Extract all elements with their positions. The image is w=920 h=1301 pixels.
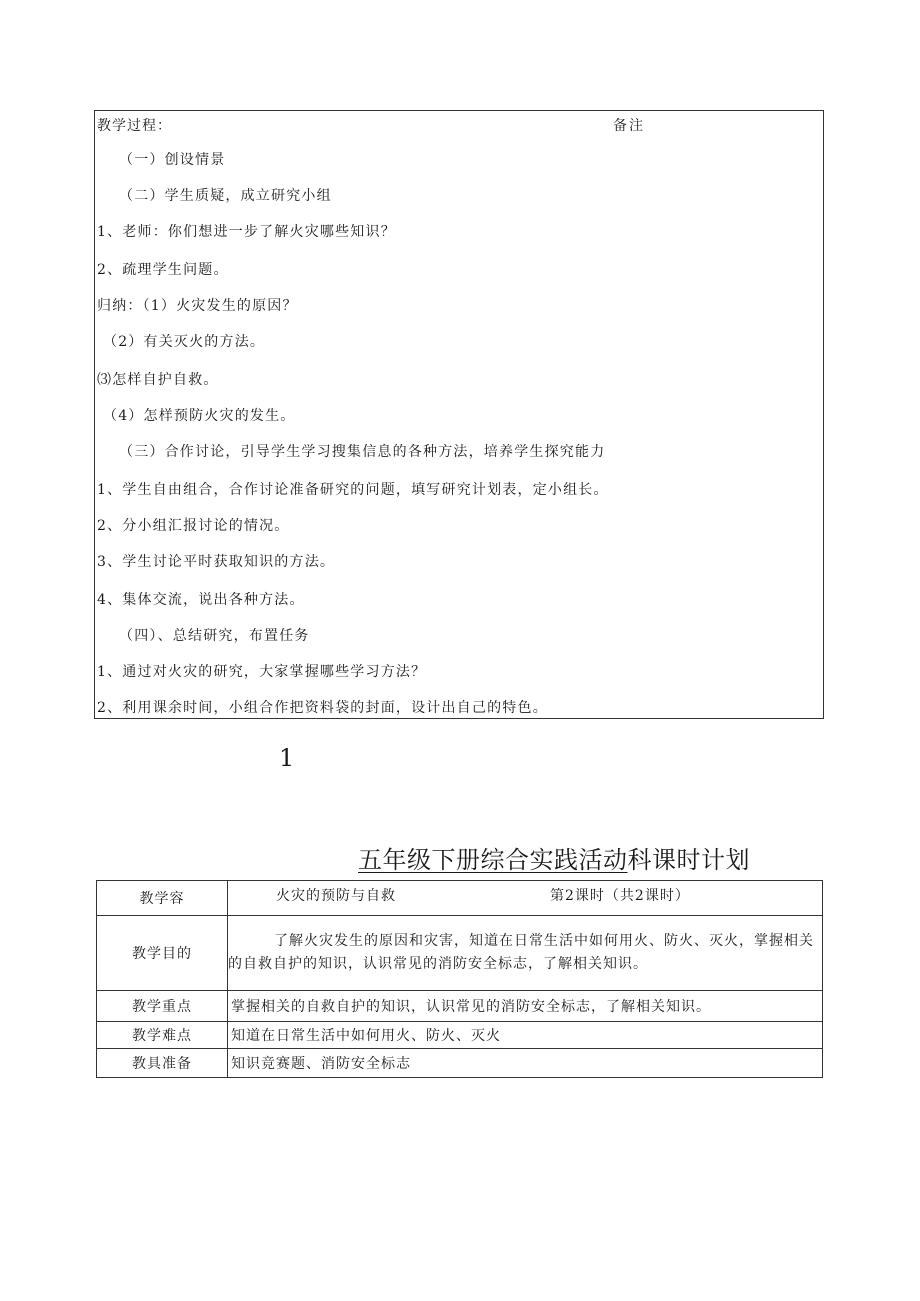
process-line: （三）合作讨论，引导学生学习搜集信息的各种方法，培养学生探究能力 — [119, 444, 606, 460]
key-text: 掌握相关的自救自护的知识，认识常见的消防安全标志，了解相关知识。 — [228, 991, 823, 1022]
process-line: （二）学生质疑，成立研究小组 — [119, 188, 332, 204]
process-line: 1、通过对火灾的研究，大家掌握哪些学习方法？ — [97, 664, 427, 680]
process-line: （一）创设情景 — [119, 152, 226, 168]
process-line: （2）有关灭火的方法。 — [103, 334, 266, 350]
plan-title-underlined: 五年级下册综合实践活动 — [358, 846, 628, 874]
process-header: 教学过程： — [97, 118, 172, 134]
note-header: 备注 — [613, 118, 645, 134]
process-line: 2、疏理学生问题。 — [97, 262, 229, 278]
lesson-plan-table — [96, 880, 823, 1078]
key-label: 教学重点 — [97, 991, 228, 1022]
process-line: （四）、总结研究，布置任务 — [119, 628, 310, 644]
materials-label: 教具准备 — [97, 1049, 228, 1078]
topic-cell — [228, 881, 823, 916]
plan-title — [358, 840, 750, 875]
content-label: 教学容 — [97, 881, 228, 916]
process-line: 归纳：（1）火灾发生的原因？ — [97, 298, 298, 314]
goal-text: 了解火灾发生的原因和灾害，知道在日常生活中如何用火、防火、灭火，掌握相关的自救自护的知识，认识常见的消防安全标志，了解相关知识。 — [228, 933, 814, 972]
table-row — [97, 1022, 823, 1049]
plan-title-rest: 科课时计划 — [627, 846, 750, 874]
process-line: 3、学生讨论平时获取知识的方法。 — [97, 554, 336, 570]
table-row — [97, 916, 823, 991]
process-line: 2、分小组汇报讨论的情况。 — [97, 518, 290, 534]
table-row — [97, 881, 823, 916]
materials-text: 知识竞赛题、消防安全标志 — [228, 1049, 823, 1078]
table-row — [97, 991, 823, 1022]
lesson-count: 第2课时（共2课时） — [550, 888, 690, 904]
teaching-process-box — [94, 110, 824, 719]
goal-label: 教学目的 — [97, 916, 228, 991]
topic-text: 火灾的预防与自救 — [276, 888, 396, 904]
process-line: 4、集体交流，说出各种方法。 — [97, 592, 305, 608]
process-line: 1、老师：你们想进一步了解火灾哪些知识？ — [97, 224, 396, 240]
difficulty-text: 知道在日常生活中如何用火、防火、灭火 — [228, 1022, 823, 1049]
process-line: 2、利用课余时间，小组合作把资料袋的封面，设计出自己的特色。 — [97, 700, 548, 716]
process-line: ⑶怎样自护自救。 — [97, 372, 219, 388]
process-line: （4）怎样预防火灾的发生。 — [103, 408, 296, 424]
process-line: 1、学生自由组合，合作讨论准备研究的问题，填写研究计划表，定小组长。 — [97, 482, 609, 498]
page-number: 1 — [279, 744, 295, 772]
goal-cell — [228, 916, 823, 991]
difficulty-label: 教学难点 — [97, 1022, 228, 1049]
table-row — [97, 1049, 823, 1078]
